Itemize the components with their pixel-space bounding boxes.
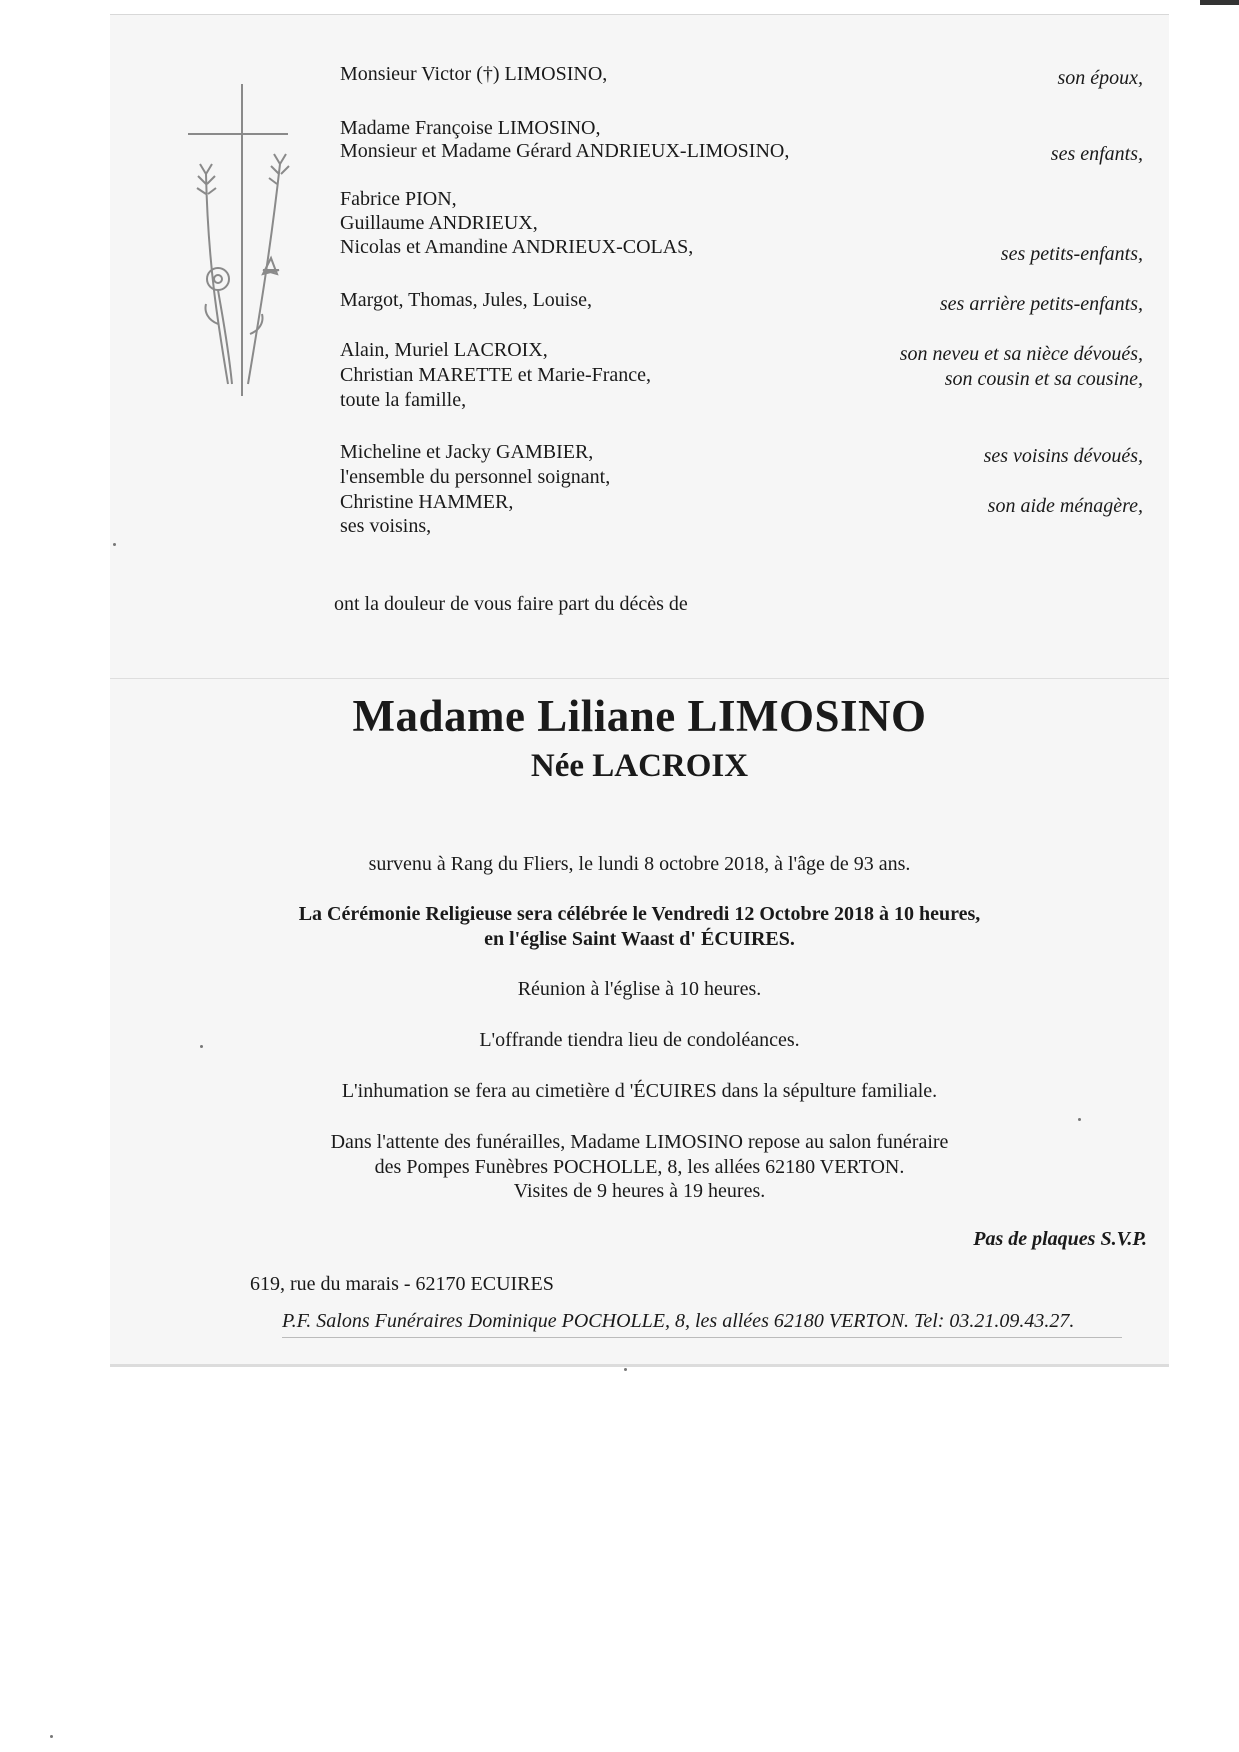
- scan-speck: [50, 1735, 53, 1738]
- family-relation: son neveu et sa nièce dévoués,: [899, 343, 1143, 365]
- family-relation: ses petits-enfants,: [1000, 243, 1143, 265]
- family-name-line: Nicolas et Amandine ANDRIEUX-COLAS,: [340, 236, 694, 258]
- family-relation: son cousin et sa cousine,: [944, 368, 1143, 390]
- scan-speck: [200, 1045, 203, 1048]
- funeral-home-footer: P.F. Salons Funéraires Dominique POCHOLLE, 8, les allées 62180 VERTON. Tel: 03.21.09.43.27.: [282, 1310, 1122, 1338]
- family-name-line: ses voisins,: [340, 515, 432, 537]
- family-relation: ses enfants,: [1050, 143, 1143, 165]
- meeting-info: Réunion à l'église à 10 heures.: [517, 978, 762, 1000]
- family-name-line: Margot, Thomas, Jules, Louise,: [340, 289, 593, 311]
- family-name-line: Guillaume ANDRIEUX,: [340, 212, 538, 234]
- viewing-line: Visites de 9 heures à 19 heures.: [513, 1180, 766, 1202]
- family-name-line: l'ensemble du personnel soignant,: [340, 466, 611, 488]
- scan-speck: [113, 543, 116, 546]
- scan-speck: [624, 1368, 627, 1371]
- family-name-line: Christian MARETTE et Marie-France,: [340, 364, 652, 386]
- family-address: 619, rue du marais - 62170 ECUIRES: [250, 1273, 554, 1295]
- family-name-line: Madame Françoise LIMOSINO,: [340, 117, 601, 139]
- family-name-line: Monsieur et Madame Gérard ANDRIEUX-LIMOSINO,: [340, 140, 790, 162]
- paper-fold-line: [110, 678, 1169, 679]
- family-relation: ses voisins dévoués,: [983, 445, 1143, 467]
- ceremony-line: en l'église Saint Waast d' ÉCUIRES.: [484, 928, 795, 950]
- family-name-line: Alain, Muriel LACROIX,: [340, 339, 548, 361]
- family-relation: son aide ménagère,: [987, 495, 1143, 517]
- family-name-line: toute la famille,: [340, 389, 467, 411]
- scan-speck: [1078, 1118, 1081, 1121]
- no-plaques-note: Pas de plaques S.V.P.: [973, 1228, 1147, 1250]
- deceased-name: Madame Liliane LIMOSINO: [352, 691, 927, 741]
- scan-edge-mark: [1200, 0, 1239, 5]
- family-name-line: Fabrice PION,: [340, 188, 457, 210]
- family-relation: ses arrière petits-enfants,: [939, 293, 1143, 315]
- offering-info: L'offrande tiendra lieu de condoléances.: [479, 1029, 800, 1051]
- deceased-maiden-name: Née LACROIX: [530, 748, 749, 784]
- death-info: survenu à Rang du Fliers, le lundi 8 octobre 2018, à l'âge de 93 ans.: [368, 853, 911, 875]
- family-name-line: Christine HAMMER,: [340, 491, 514, 513]
- announcement-text: ont la douleur de vous faire part du décès de: [334, 593, 688, 615]
- family-name-line: Micheline et Jacky GAMBIER,: [340, 441, 594, 463]
- ceremony-line: La Cérémonie Religieuse sera célébrée le Vendredi 12 Octobre 2018 à 10 heures,: [298, 903, 981, 925]
- family-name-line: Monsieur Victor (†) LIMOSINO,: [340, 63, 608, 85]
- burial-info: L'inhumation se fera au cimetière d 'ÉCUIRES dans la sépulture familiale.: [341, 1080, 938, 1102]
- family-relation: son époux,: [1057, 67, 1143, 89]
- cross-with-wheat-and-flowers-icon: [188, 84, 298, 404]
- viewing-line: Dans l'attente des funérailles, Madame LIMOSINO repose au salon funéraire: [330, 1131, 949, 1153]
- viewing-line: des Pompes Funèbres POCHOLLE, 8, les allées 62180 VERTON.: [374, 1156, 905, 1178]
